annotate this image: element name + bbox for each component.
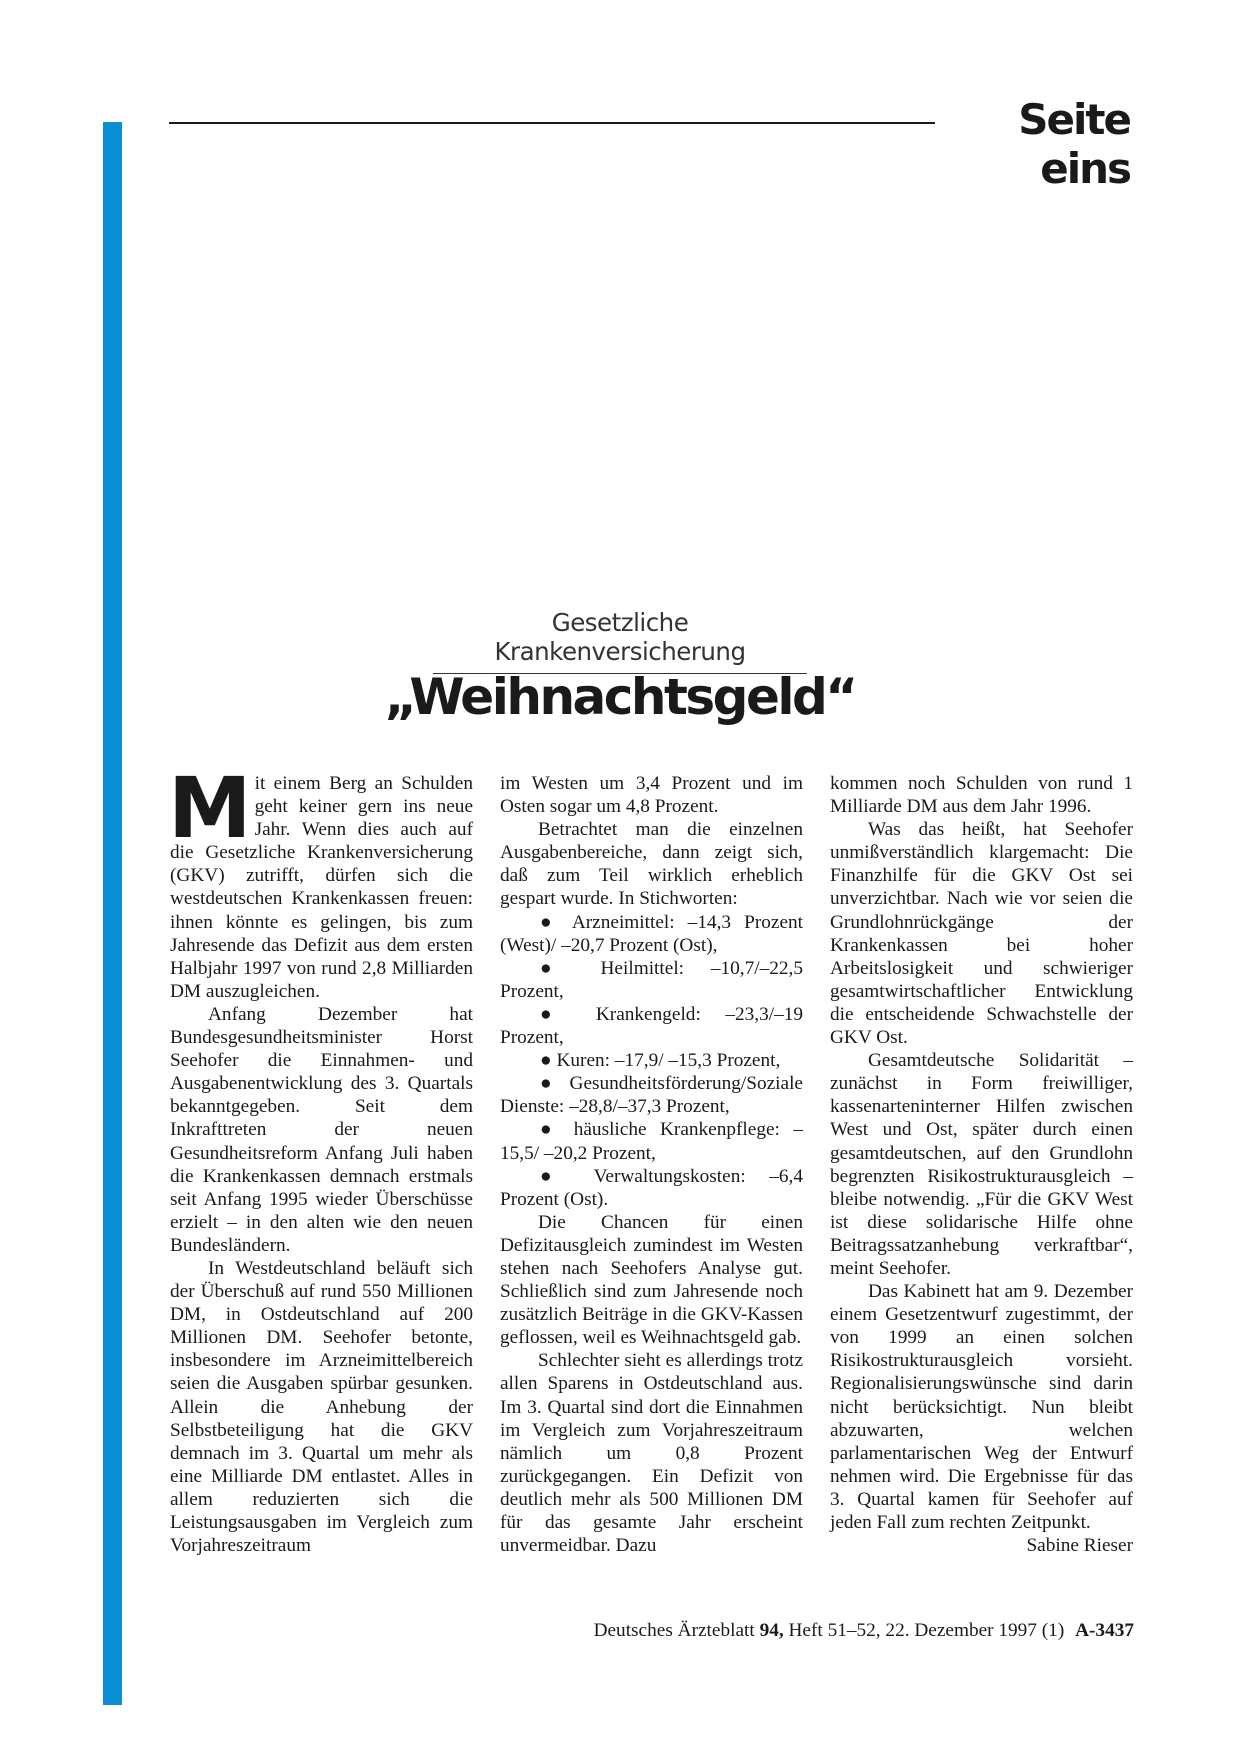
paragraph-text: Das Kabinett hat am 9. Dezember einem Gesetzentwurf zugestimmt, der von 1999 an einen solchen Risikostrukturausgleich vorsieht. Regionalisierungswünsche sind darin nicht berücksichtigt. Nun bleibt abzuwarten, welchen parlamentarischen Weg der Entwurf nehmen wird. Die Ergebnisse für das 3. Quartal kamen für Seehofer auf jeden Fall zum rechten Zeitpunkt. xyxy=(830,1281,1133,1533)
paragraph: Schlechter sieht es allerdings trotz allen Sparens in Ostdeutschland aus. Im 3. Quartal sind dort die Einnahmen im Vergleich zum Vorjahreszeitraum nämlich um 0,8 Prozent zurückgegangen. Ein Defizit von deutlich mehr als 500 Millionen DM für das gesamte Jahr erscheint unvermeidbar. Dazu xyxy=(500,1350,803,1557)
bullet-item: ● Arzneimittel: –14,3 Prozent (West)/ –20,7 Prozent (Ost), xyxy=(500,911,803,956)
bullet-item: ● Kuren: –17,9/ –15,3 Prozent, xyxy=(540,1050,781,1072)
drop-cap: M xyxy=(168,759,249,857)
paragraph: Anfang Dezember hat Bundesgesundheitsminister Horst Seehofer die Einnahmen- und Ausgabenentwicklung des 3. Quartals bekanntgegeben. Seit dem Inkrafttreten der neuen Gesundheitsreform Anfang Juli haben die Krankenkassen demnach erstmals seit Anfang 1995 wieder Überschüsse erzielt – in den alten wie den neuen Bundesländern. xyxy=(170,1003,473,1256)
issue-date: Heft 51–52, 22. Dezember 1997 (1) xyxy=(788,1620,1065,1641)
page-number: A-3437 xyxy=(1075,1620,1134,1641)
article-column-2 xyxy=(500,772,803,1557)
article-column-3 xyxy=(830,772,1133,1557)
page-footer xyxy=(540,1620,1134,1642)
paragraph: Die Chancen für einen Defizitausgleich zumindest im Westen stehen nach Seehofers Analyse gut. Schließlich sind zum Jahresende noch zusätzlich Beiträge in die GKV-Kassen geflossen, weil es Weihnachtsgeld gab. xyxy=(500,1211,803,1349)
journal-volume: 94, xyxy=(759,1620,784,1641)
article-kicker: Gesetzliche Krankenversicherung xyxy=(433,608,807,674)
paragraph: Gesamtdeutsche Solidarität – zunächst in Form freiwilliger, kassenarteninterner Hilfen zwischen West und Ost, später durch einen gesamtdeutschen, auf den Grundlohn begrenzten Risikostrukturausgleich – bleibe notwendig. „Für die GKV West ist diese solidarische Hilfe ohne Beitragssatzanhebung verkraftbar“, meint Seehofer. xyxy=(830,1050,1133,1279)
author-name: Sabine Rieser xyxy=(1026,1535,1133,1557)
section-label: Seite eins xyxy=(1018,95,1130,193)
paragraph: im Westen um 3,4 Prozent und im Osten sogar um 4,8 Prozent. xyxy=(500,773,803,818)
bullet-item: ● häusliche Krankenpflege: –15,5/ –20,2 Prozent, xyxy=(500,1119,803,1164)
bullet-item: ● Verwaltungskosten: –6,4 Prozent (Ost). xyxy=(500,1165,803,1210)
article-column-1 xyxy=(168,759,473,1557)
bullet-item: ● Gesundheitsförderung/Soziale Dienste: –28,8/–37,3 Prozent, xyxy=(500,1073,803,1118)
paragraph xyxy=(830,1280,1133,1557)
paragraph: it einem Berg an Schulden geht keiner gern ins neue Jahr. Wenn dies auch auf die Gesetzliche Krankenversicherung (GKV) zutrifft, dürfen sich die westdeutschen Krankenkassen freuen: ihnen könnte es gelingen, bis zum Jahresende das Defizit aus dem ersten Halbjahr 1997 von rund 2,8 Milliarden DM auszugleichen. xyxy=(170,773,473,1002)
bullet-item: ● Krankengeld: –23,3/–19 Prozent, xyxy=(500,1003,803,1049)
paragraph: kommen noch Schulden von rund 1 Milliarde DM aus dem Jahr 1996. xyxy=(830,773,1133,818)
accent-side-bar xyxy=(103,122,122,1705)
paragraph: Betrachtet man die einzelnen Ausgabenbereiche, dann zeigt sich, daß zum Teil wirklich erheblich gespart wurde. In Stichworten: xyxy=(500,819,803,910)
article-title: „Weihnachtsgeld“ xyxy=(384,668,856,726)
journal-name: Deutsches Ärzteblatt xyxy=(593,1620,755,1641)
bullet-item: ● Heilmittel: –10,7/–22,5 Prozent, xyxy=(500,957,803,1002)
paragraph: In Westdeutschland beläuft sich der Überschuß auf rund 550 Millionen DM, in Ostdeutschland auf 200 Millionen DM. Seehofer betonte, insbesondere im Arzneimittelbereich seien die Ausgaben spürbar gesunken. Allein die Anhebung der Selbstbeteiligung hat die GKV demnach im 3. Quartal um mehr als eine Milliarde DM entlastet. Alles in allem reduzierten sich die Leistungsausgaben im Vergleich zum Vorjahreszeitraum xyxy=(170,1257,473,1557)
paragraph: Was das heißt, hat Seehofer unmißverständlich klargemacht: Die Finanzhilfe für die GKV Ost sei unverzichtbar. Nach wie vor seien die Grundlohnrückgänge der Krankenkassen bei hoher Arbeitslosigkeit und schwieriger gesamtwirtschaftlicher Entwicklung die entscheidende Schwachstelle der GKV Ost. xyxy=(830,819,1133,1049)
header-rule xyxy=(169,122,935,124)
